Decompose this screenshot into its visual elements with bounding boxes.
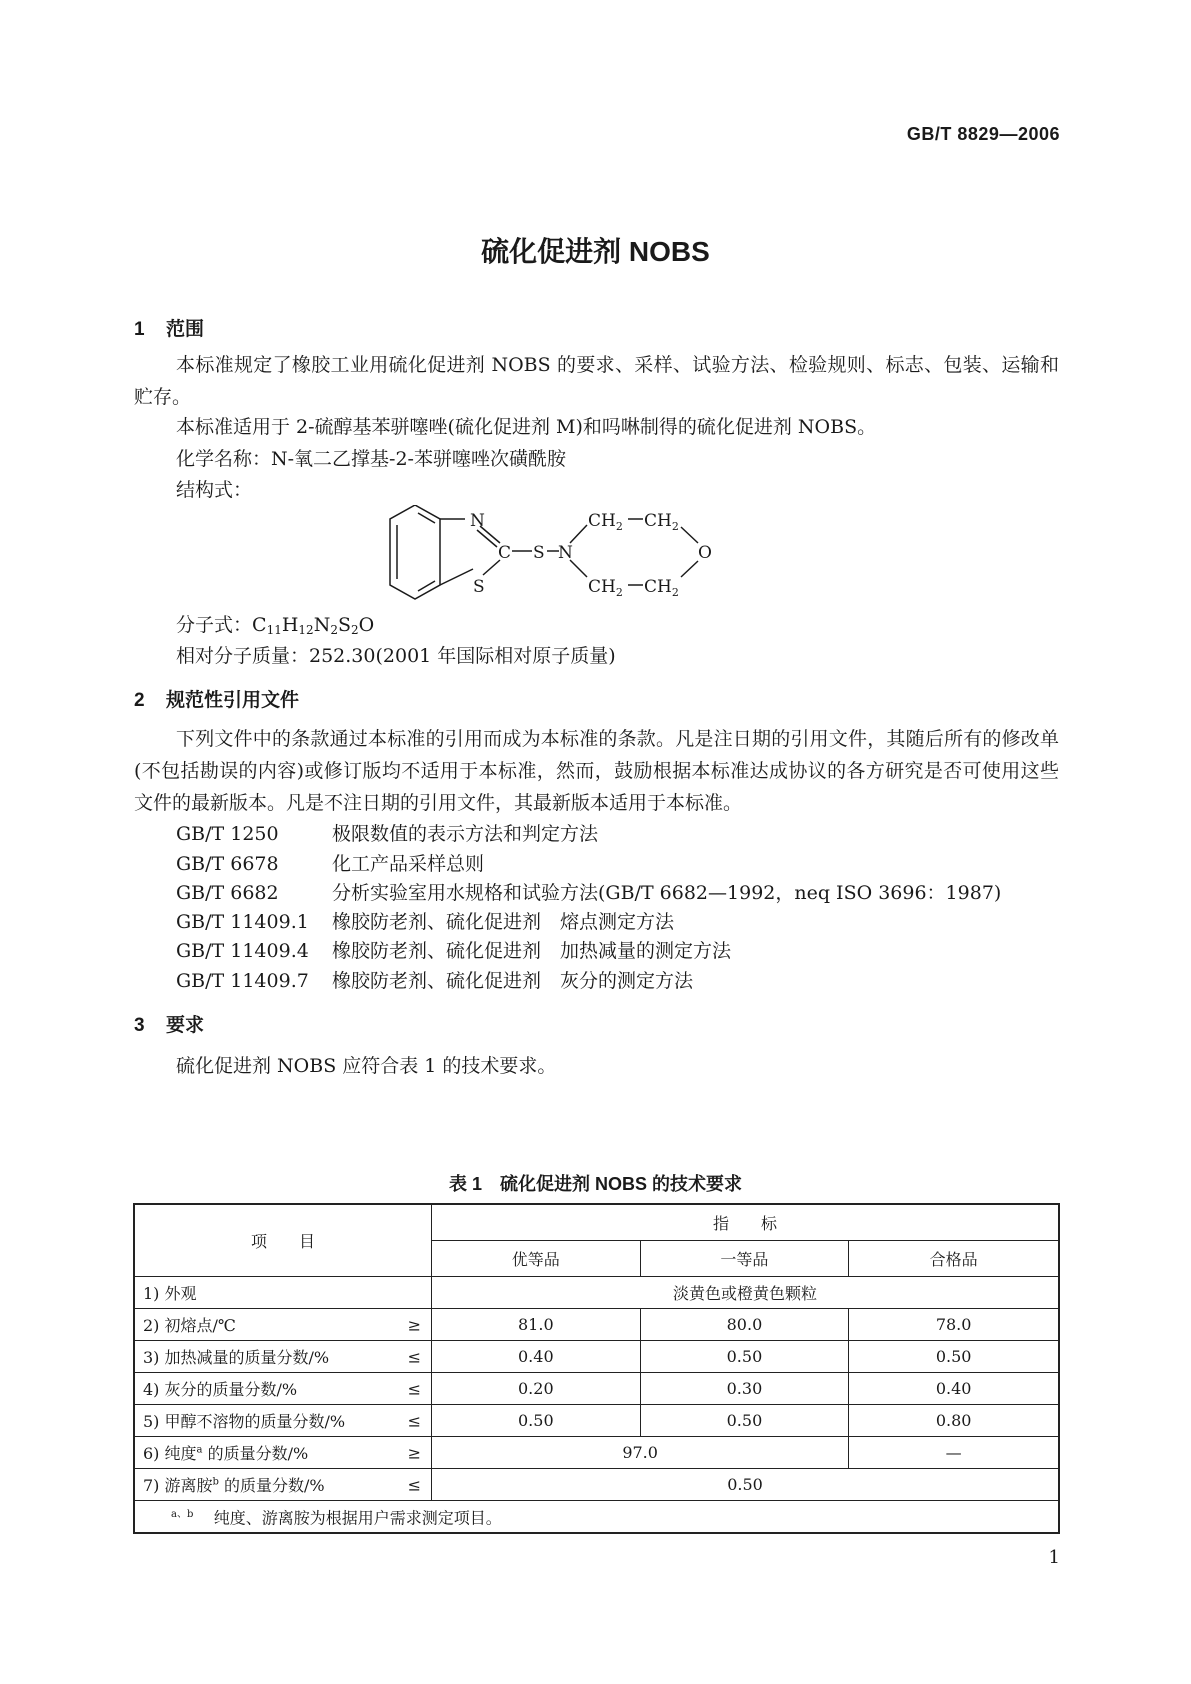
row-item [134, 1405, 432, 1437]
row-item [134, 1309, 432, 1341]
document-title: 硫化促进剂 NOBS [481, 236, 710, 267]
footnote-marks: a、b [171, 1508, 194, 1520]
header-item: 项 目 [134, 1204, 432, 1277]
formula-c: C [252, 614, 267, 636]
chemical-name: 化学名称：N-氧二乙撑基-2-苯骈噻唑次磺酰胺 [176, 448, 566, 470]
row-item-label: 1) 外观 [143, 1284, 197, 1303]
reference-title: 化工产品采样总则 [332, 853, 485, 875]
grade-first: 一等品 [640, 1241, 849, 1277]
row-value: 0.50 [432, 1405, 641, 1437]
reference-title: 橡胶防老剂、硫化促进剂 灰分的测定方法 [332, 970, 694, 992]
formula-o: O [358, 614, 375, 636]
row-item-label: 7) 游离胺 [143, 1476, 213, 1495]
row-value: 0.50 [640, 1405, 849, 1437]
row-item-label: 的质量分数/% [218, 1476, 325, 1495]
svg-text:CH2 [588, 511, 623, 533]
reference-title: 分析实验室用水规格和试验方法(GB/T 6682—1992，neq ISO 3696：1987) [332, 882, 1002, 904]
comparison-symbol: ≤ [407, 1475, 421, 1494]
reference-code: GB/T 11409.7 [176, 970, 309, 992]
note-text: 纯度、游离胺为根据用户需求测定项目。 [213, 1508, 502, 1528]
row-value: 81.0 [432, 1309, 641, 1341]
reference-title: 极限数值的表示方法和判定方法 [332, 823, 599, 845]
formula-s-count: 2 [351, 623, 359, 637]
row-item-label: 3) 加热减量的质量分数/% [143, 1348, 330, 1367]
formula-c-count: 11 [266, 623, 282, 637]
reference-title: 橡胶防老剂、硫化促进剂 加热减量的测定方法 [332, 940, 732, 962]
normative-references-paragraph: 下列文件中的条款通过本标准的引用而成为本标准的条款。凡是注日期的引用文件，其随后所有的修改单(不包括勘误的内容)或修订版均不适用于本标准，然而，鼓励根据本标准达成协议的各方研究是否可使用这些文件的最新版本。凡是不注日期的引用文件，其最新版本适用于本标准。 [134, 728, 1059, 814]
section-title: 范围 [166, 319, 205, 340]
grade-qualified: 合格品 [849, 1241, 1059, 1277]
page-number: 1 [1048, 1547, 1060, 1568]
table-row [134, 1373, 1059, 1405]
atom-n-link: N [558, 543, 573, 563]
table-caption: 表 1 硫化促进剂 NOBS 的技术要求 [448, 1174, 743, 1194]
ch2-sub: 2 [671, 586, 679, 599]
section-number: 1 [134, 319, 145, 340]
table-note-row [134, 1501, 1059, 1534]
row-item [134, 1373, 432, 1405]
reference-item [176, 849, 484, 876]
section-number: 3 [134, 1015, 145, 1036]
footnote-mark: b [212, 1476, 219, 1488]
row-value: 0.20 [432, 1373, 641, 1405]
row-item [134, 1437, 432, 1469]
footnote-mark: a [196, 1444, 203, 1456]
reference-title: 橡胶防老剂、硫化促进剂 熔点测定方法 [332, 911, 675, 933]
comparison-symbol: ≥ [407, 1315, 421, 1334]
row-value: 淡黄色或橙黄色颗粒 [432, 1277, 1060, 1309]
formula-label: 分子式： [176, 614, 253, 636]
row-item [134, 1469, 432, 1501]
row-value: 0.40 [849, 1373, 1059, 1405]
scope-paragraph-1: 本标准规定了橡胶工业用硫化促进剂 NOBS 的要求、采样、试验方法、检验规则、标志、包装、运输和贮存。 [134, 354, 1059, 408]
comparison-symbol: ≤ [407, 1347, 421, 1366]
header-index: 指 标 [432, 1204, 1060, 1241]
row-item [134, 1277, 432, 1309]
technical-requirements-table [133, 1203, 1060, 1534]
table-row [134, 1469, 1059, 1501]
svg-text:CH2 [644, 577, 679, 599]
reference-item [176, 878, 1001, 905]
reference-code: GB/T 6678 [176, 853, 279, 875]
ch2-sub: 2 [615, 586, 623, 599]
section-title: 要求 [166, 1015, 205, 1036]
table-row [134, 1309, 1059, 1341]
atom-s-link: S [533, 543, 545, 563]
row-value: 0.30 [640, 1373, 849, 1405]
section-1-heading [134, 314, 204, 341]
comparison-symbol: ≤ [407, 1379, 421, 1398]
atom-c: C [498, 543, 512, 563]
table-header-row [134, 1204, 1059, 1241]
svg-text:CH2 [588, 577, 623, 599]
atom-n-ring: N [470, 511, 485, 531]
requirements-paragraph: 硫化促进剂 NOBS 应符合表 1 的技术要求。 [176, 1055, 557, 1077]
structure-label: 结构式： [176, 479, 253, 501]
comparison-symbol: ≥ [407, 1443, 421, 1462]
molecular-formula [176, 610, 374, 637]
ch2-sub: 2 [615, 520, 623, 533]
row-value: 78.0 [849, 1309, 1059, 1341]
section-title: 规范性引用文件 [166, 690, 300, 711]
row-item-label: 4) 灰分的质量分数/% [143, 1380, 298, 1399]
section-3-heading [134, 1010, 204, 1037]
row-item-label: 的质量分数/% [202, 1444, 309, 1463]
formula-s: S [337, 614, 351, 636]
formula-h: H [281, 614, 299, 636]
table-row [134, 1437, 1059, 1469]
table-note [134, 1501, 1059, 1534]
reference-item [176, 966, 693, 993]
reference-code: GB/T 11409.1 [176, 911, 309, 933]
benzene-ring [390, 505, 440, 599]
atom-s-ring: S [473, 577, 485, 597]
row-value: 0.80 [849, 1405, 1059, 1437]
row-value: 0.50 [640, 1341, 849, 1373]
reference-code: GB/T 1250 [176, 823, 279, 845]
reference-item [176, 907, 674, 934]
row-value: 0.50 [849, 1341, 1059, 1373]
row-item [134, 1341, 432, 1373]
ch2-top-right: CH [644, 511, 672, 531]
ch2-bottom-right: CH [644, 577, 672, 597]
reference-code: GB/T 11409.4 [176, 940, 309, 962]
reference-item [176, 936, 731, 963]
svg-text:CH2 [644, 511, 679, 533]
ch2-bottom-left: CH [588, 577, 616, 597]
section-2-heading [134, 685, 299, 712]
scope-paragraph-2: 本标准适用于 2-硫醇基苯骈噻唑(硫化促进剂 M)和吗啉制得的硫化促进剂 NOBS。 [176, 416, 877, 438]
reference-code: GB/T 6682 [176, 882, 279, 904]
row-item-label: 5) 甲醇不溶物的质量分数/% [143, 1412, 346, 1431]
row-value: 80.0 [640, 1309, 849, 1341]
table-row [134, 1405, 1059, 1437]
atom-o: O [698, 543, 712, 563]
row-value: 0.50 [432, 1469, 1060, 1501]
structural-formula [385, 505, 725, 605]
row-item-label: 6) 纯度 [143, 1444, 197, 1463]
ch2-sub: 2 [671, 520, 679, 533]
row-value: 0.40 [432, 1341, 641, 1373]
molecular-mass: 相对分子质量：252.30(2001 年国际相对原子质量) [176, 645, 616, 667]
table-row [134, 1341, 1059, 1373]
row-item-label: 2) 初熔点/℃ [143, 1316, 236, 1335]
ch2-top-left: CH [588, 511, 616, 531]
formula-n: N [313, 614, 331, 636]
reference-item [176, 819, 598, 846]
table-row [134, 1277, 1059, 1309]
section-number: 2 [134, 690, 145, 711]
row-value: 97.0 [432, 1437, 849, 1469]
formula-h-count: 12 [298, 623, 314, 637]
standard-number: GB/T 8829—2006 [906, 124, 1060, 144]
row-value: — [849, 1437, 1059, 1469]
comparison-symbol: ≤ [407, 1411, 421, 1430]
grade-superior: 优等品 [432, 1241, 641, 1277]
formula-n-count: 2 [330, 623, 338, 637]
